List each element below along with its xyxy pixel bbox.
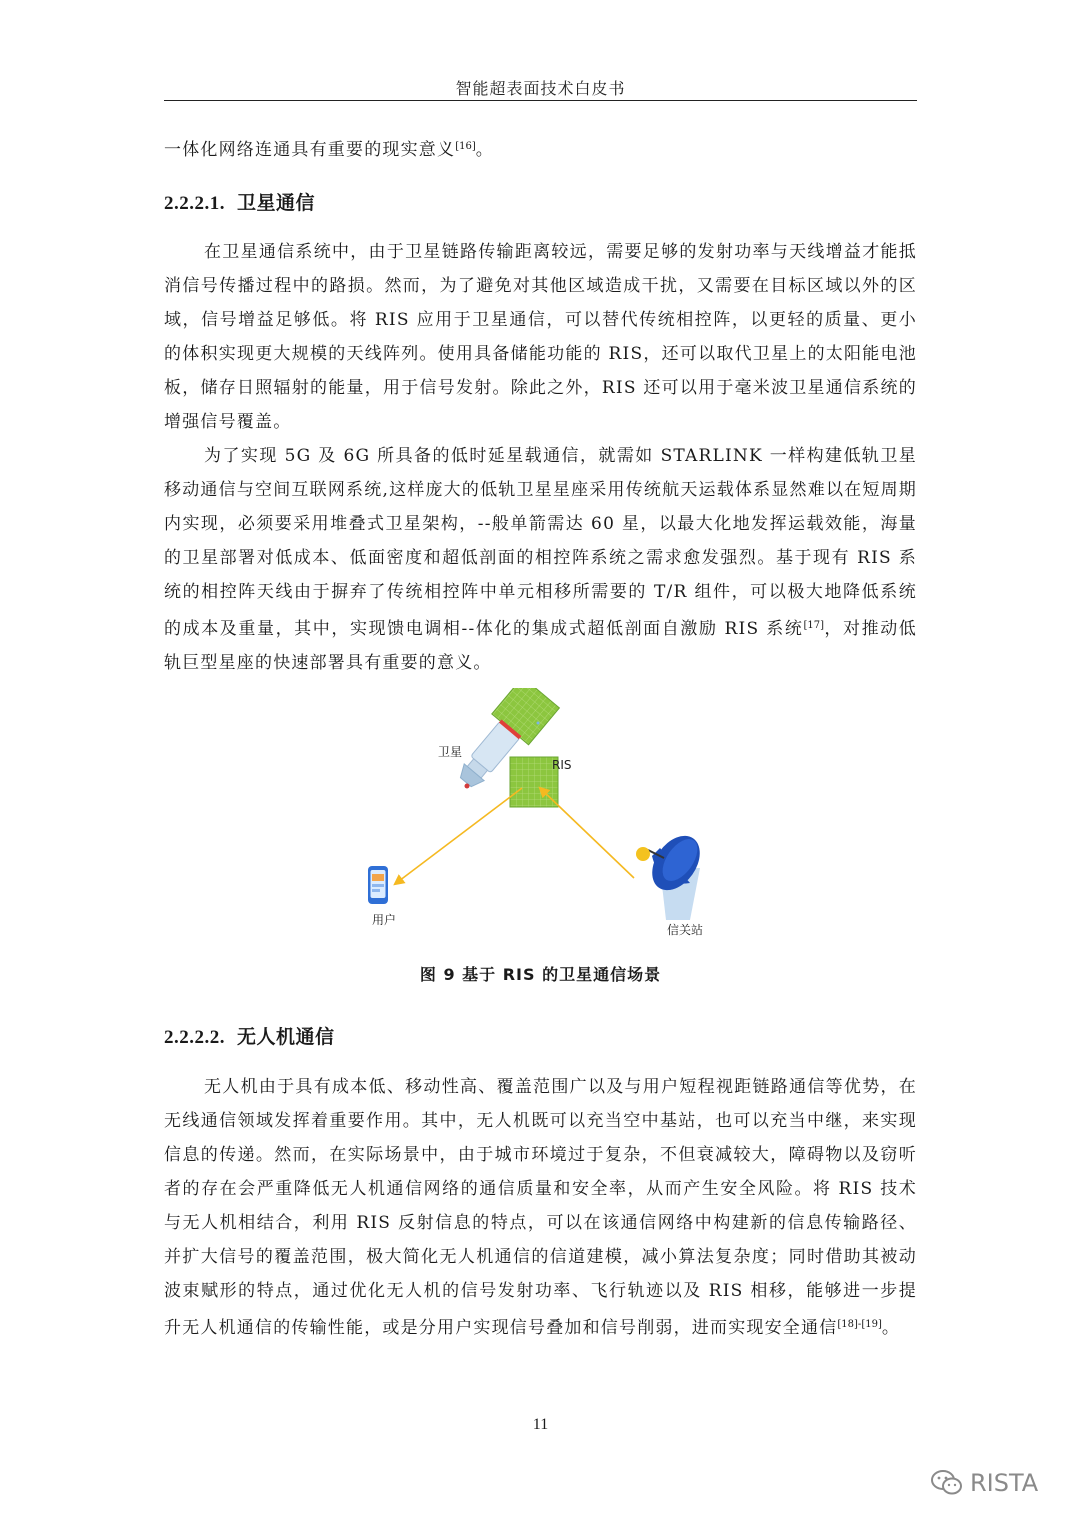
satellite-paragraph-1: 在卫星通信系统中，由于卫星链路传输距离较远，需要足够的发射功率与天线增益才能抵消信号传播过程中的路损。然而，为了避免对其他区域造成干扰，又需要在目标区域以外的区域，信号增益足够低。将 RIS 应用于卫星通信，可以替代传统相控阵，以更轻的质量、更小的体积实现更大规模的天线阵列。使用具备储能功能的 RIS，还可以取代卫星上的太阳能电池板，储存日照辐射的能量，用于信号发射。除此之外，RIS 还可以用于毫米波卫星通信系统的增强信号覆盖。 xyxy=(164,242,917,432)
uav-paragraph xyxy=(164,1070,917,1345)
label-gateway-station: 信关站 xyxy=(667,923,704,937)
citation-16[interactable]: [16] xyxy=(455,141,476,152)
arrow-ris-to-user xyxy=(395,788,522,884)
ris-panel xyxy=(510,757,558,807)
watermark-text: RISTA xyxy=(970,1469,1039,1497)
section-number: 2.2.2.2. xyxy=(164,1027,225,1048)
satellite-icon xyxy=(447,688,607,838)
satellite-paragraph-2 xyxy=(164,439,917,680)
label-satellite: 卫星 xyxy=(438,745,463,759)
section-title: 卫星通信 xyxy=(237,192,316,214)
section-number: 2.2.2.1. xyxy=(164,193,225,214)
label-user: 用户 xyxy=(372,913,397,927)
label-ris: RIS xyxy=(552,758,572,772)
figure-caption: 图 9 基于 RIS 的卫星通信场景 xyxy=(419,965,662,984)
intro-text: 一体化网络连通具有重要的现实意义 xyxy=(164,140,456,160)
citation-18-19[interactable]: [18]-[19] xyxy=(837,1319,882,1330)
page-number: 11 xyxy=(532,1416,549,1433)
watermark xyxy=(930,1466,1038,1500)
intro-paragraph xyxy=(164,130,917,167)
section-title: 无人机通信 xyxy=(237,1026,335,1048)
section-heading-uav xyxy=(164,1022,335,1049)
wechat-icon xyxy=(930,1469,964,1497)
satellite-paragraph-2-text: 为了实现 5G 及 6G 所具备的低时延星载通信，就需如 STARLINK 一样构建低轨卫星移动通信与空间互联网系统,这样庞大的低轨卫星星座采用传统航天运载体系显然难以在短周期内实现，必须要采用堆叠式卫星架构，--般单箭需达 60 星，以最大化地发挥运载效能，海量的卫星部署对低成本、低面密度和超低剖面的相控阵系统之需求愈发强烈。基于现有 RIS 系统的相控阵天线由于摒弃了传统相控阵中单元相移所需要的 T/R 组件，可以极大地降低系统的成本及重量，其中，实现馈电调相--体化的集成式超低剖面自激励 RIS 系统 xyxy=(164,446,917,639)
satellite-ris-figure xyxy=(360,688,730,943)
user-phone-icon xyxy=(368,866,388,904)
section-heading-satellite xyxy=(164,188,315,215)
header-rule xyxy=(164,100,917,101)
satellite-paragraph-2-tail: ，对推动低轨巨型星座的快速部署具有重要的意义。 xyxy=(164,619,918,673)
running-header: 智能超表面技术白皮书 xyxy=(455,79,626,98)
arrow-station-to-ris xyxy=(540,788,634,878)
intro-tail: 。 xyxy=(475,140,494,160)
gateway-station-icon xyxy=(636,827,710,920)
uav-paragraph-tail: 。 xyxy=(881,1318,901,1338)
citation-17[interactable]: [17] xyxy=(803,620,825,631)
uav-paragraph-text: 无人机由于具有成本低、移动性高、覆盖范围广以及与用户短程视距链路通信等优势，在无线通信领域发挥着重要作用。其中，无人机既可以充当空中基站，也可以充当中继，来实现信息的传递。然而，在实际场景中，由于城市环境过于复杂，不但衰减较大，障碍物以及窃听者的存在会严重降低无人机通信网络的通信质量和安全率，从而产生安全风险。将 RIS 技术与无人机相结合，利用 RIS 反射信息的特点，可以在该通信网络中构建新的信息传输路径、并扩大信号的覆盖范围，极大简化无人机通信的信道建模，减小算法复杂度；同时借助其被动波束赋形的特点，通过优化无人机的信号发射功率、飞行轨迹以及 RIS 相移，能够进一步提升无人机通信的传输性能，或是分用户实现信号叠加和信号削弱，进而实现安全通信 xyxy=(164,1077,917,1338)
